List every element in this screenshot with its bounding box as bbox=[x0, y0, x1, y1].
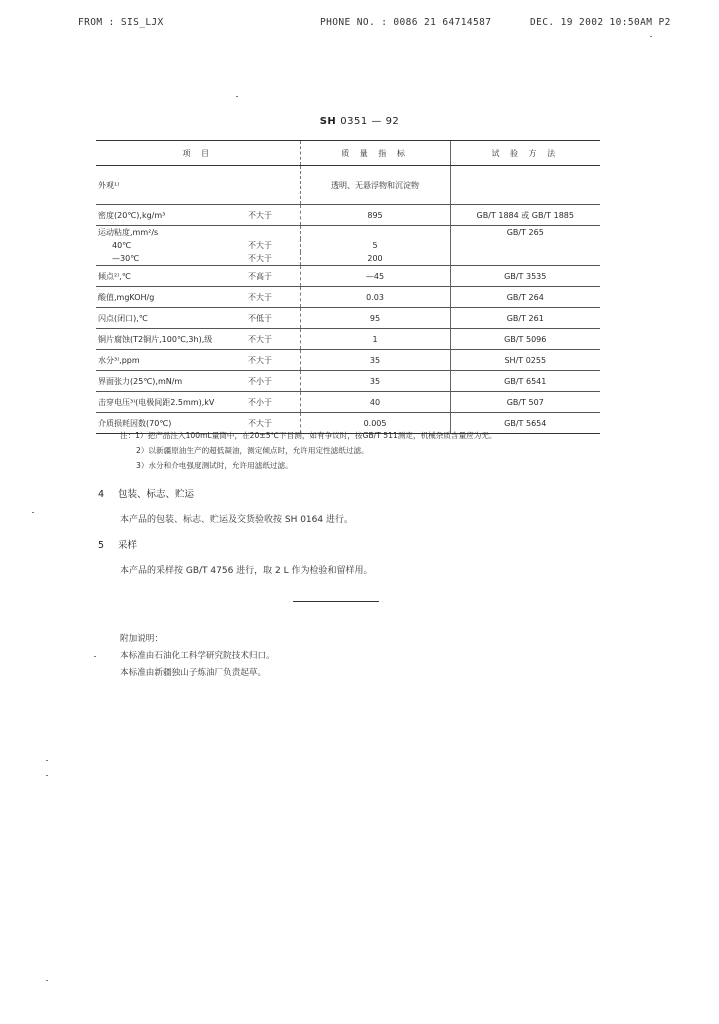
row-value: —45 bbox=[300, 266, 450, 287]
row-item: 铜片腐蚀(T2铜片,100℃,3h),级 bbox=[96, 329, 246, 350]
row-limit: 不大于 bbox=[246, 287, 300, 308]
scan-speck bbox=[236, 96, 238, 97]
header-quality: 质 量 指 标 bbox=[300, 141, 450, 166]
header-item: 项 目 bbox=[96, 141, 300, 166]
standard-prefix: SH bbox=[319, 116, 337, 127]
row-method: GB/T 264 bbox=[450, 287, 600, 308]
section-title: 采样 bbox=[118, 540, 138, 551]
header-method: 试 验 方 法 bbox=[450, 141, 600, 166]
row-item: 运动粘度,mm²/s bbox=[98, 228, 159, 237]
row-value: 透明、无悬浮物和沉淀物 bbox=[300, 166, 450, 205]
note-line: 注：1）把产品注入100mL量筒中，在20±5℃下目测，如有争议时，按GB/T 511测定，机械杂质含量应为无。 bbox=[120, 431, 497, 440]
section-number: 5 bbox=[98, 540, 105, 551]
appendix-line: 本标准由新疆独山子炼油厂负责起草。 bbox=[120, 668, 267, 678]
note-line: 3）水分和介电强度测试时，允许用滤纸过滤。 bbox=[136, 461, 293, 470]
row-value bbox=[300, 226, 450, 240]
row-limit: 不大于 bbox=[246, 205, 300, 226]
section-heading bbox=[98, 486, 194, 500]
row-item: 外观¹⁾ bbox=[96, 166, 246, 205]
table-row bbox=[96, 252, 600, 266]
row-method bbox=[450, 166, 600, 205]
note-line: 2）以新疆原油生产的超低凝油，测定倾点时，允许用定性滤纸过滤。 bbox=[136, 446, 369, 455]
row-item: 酸值,mgKOH/g bbox=[96, 287, 246, 308]
scan-speck bbox=[46, 775, 48, 776]
row-limit: 不大于 bbox=[246, 329, 300, 350]
table-row bbox=[96, 226, 600, 240]
row-item: 密度(20℃),kg/m³ bbox=[96, 205, 246, 226]
row-method bbox=[450, 252, 600, 266]
row-item: 水分³⁾,ppm bbox=[96, 350, 246, 371]
standard-number: 0351 — 92 bbox=[340, 116, 400, 127]
scan-speck bbox=[94, 656, 96, 657]
row-value: 0.005 bbox=[300, 413, 450, 434]
scan-speck bbox=[650, 36, 652, 37]
row-method: GB/T 5096 bbox=[450, 329, 600, 350]
fax-header bbox=[78, 17, 679, 33]
section-number: 4 bbox=[98, 489, 105, 500]
scan-speck bbox=[32, 512, 34, 513]
row-item: 击穿电压³⁾(电极间距2.5mm),kV bbox=[96, 392, 246, 413]
table-row bbox=[96, 239, 600, 252]
section-title: 包装、标志、贮运 bbox=[118, 489, 195, 500]
appendix-line: 本标准由石油化工科学研究院技术归口。 bbox=[120, 651, 275, 661]
row-method: GB/T 3535 bbox=[450, 266, 600, 287]
row-limit bbox=[246, 166, 300, 205]
row-value: 40 bbox=[300, 392, 450, 413]
section-body: 本产品的包装、标志、贮运及交货验收按 SH 0164 进行。 bbox=[120, 515, 353, 525]
end-rule bbox=[293, 601, 379, 602]
scan-speck bbox=[46, 980, 48, 981]
row-value: 35 bbox=[300, 371, 450, 392]
section-body: 本产品的采样按 GB/T 4756 进行，取 2 L 作为检验和留样用。 bbox=[120, 566, 373, 576]
row-method: GB/T 261 bbox=[450, 308, 600, 329]
row-method: GB/T 1884 或 GB/T 1885 bbox=[450, 205, 600, 226]
table-row bbox=[96, 308, 600, 329]
standard-code bbox=[0, 116, 719, 127]
table-row bbox=[96, 329, 600, 350]
table-row bbox=[96, 371, 600, 392]
row-limit: 不低于 bbox=[246, 308, 300, 329]
fax-date-page: DEC. 19 2002 10:50AM P2 bbox=[530, 17, 671, 28]
row-limit: 不高于 bbox=[246, 266, 300, 287]
table-row bbox=[96, 350, 600, 371]
scan-speck bbox=[46, 760, 48, 761]
row-value: 200 bbox=[300, 252, 450, 266]
row-limit bbox=[246, 226, 300, 240]
row-value: 1 bbox=[300, 329, 450, 350]
row-value: 35 bbox=[300, 350, 450, 371]
table-header-row bbox=[96, 141, 600, 166]
row-limit: 不小于 bbox=[246, 392, 300, 413]
row-item: 倾点²⁾,℃ bbox=[96, 266, 246, 287]
table-row bbox=[96, 205, 600, 226]
table-row bbox=[96, 287, 600, 308]
row-limit: 不大于 bbox=[246, 252, 300, 266]
row-item: 界面张力(25℃),mN/m bbox=[96, 371, 246, 392]
row-method: SH/T 0255 bbox=[450, 350, 600, 371]
row-limit: 不大于 bbox=[248, 241, 272, 250]
row-value: 95 bbox=[300, 308, 450, 329]
row-value: 895 bbox=[300, 205, 450, 226]
table-notes bbox=[120, 428, 600, 473]
section-heading bbox=[98, 537, 137, 551]
row-item: 介质损耗因数(70℃) bbox=[96, 413, 246, 434]
table-row bbox=[96, 392, 600, 413]
row-limit: 不大于 bbox=[246, 413, 300, 434]
row-value: 5 bbox=[300, 239, 450, 252]
appendix-heading: 附加说明： bbox=[120, 634, 163, 644]
row-limit: 不大于 bbox=[246, 350, 300, 371]
row-item: —30℃ bbox=[96, 252, 246, 266]
row-method bbox=[450, 239, 600, 252]
row-limit: 不小于 bbox=[246, 371, 300, 392]
row-method: GB/T 507 bbox=[450, 392, 600, 413]
row-method: GB/T 6541 bbox=[450, 371, 600, 392]
row-item: 40℃ bbox=[112, 241, 132, 250]
row-value: 0.03 bbox=[300, 287, 450, 308]
fax-from: FROM : SIS_LJX bbox=[78, 17, 164, 28]
fax-phone: PHONE NO. : 0086 21 64714587 bbox=[320, 17, 492, 28]
row-item: 闪点(闭口),℃ bbox=[96, 308, 246, 329]
specification-table bbox=[96, 140, 600, 434]
table-row bbox=[96, 266, 600, 287]
table-row bbox=[96, 166, 600, 205]
row-method: GB/T 265 bbox=[450, 226, 600, 240]
row-method: GB/T 5654 bbox=[450, 413, 600, 434]
